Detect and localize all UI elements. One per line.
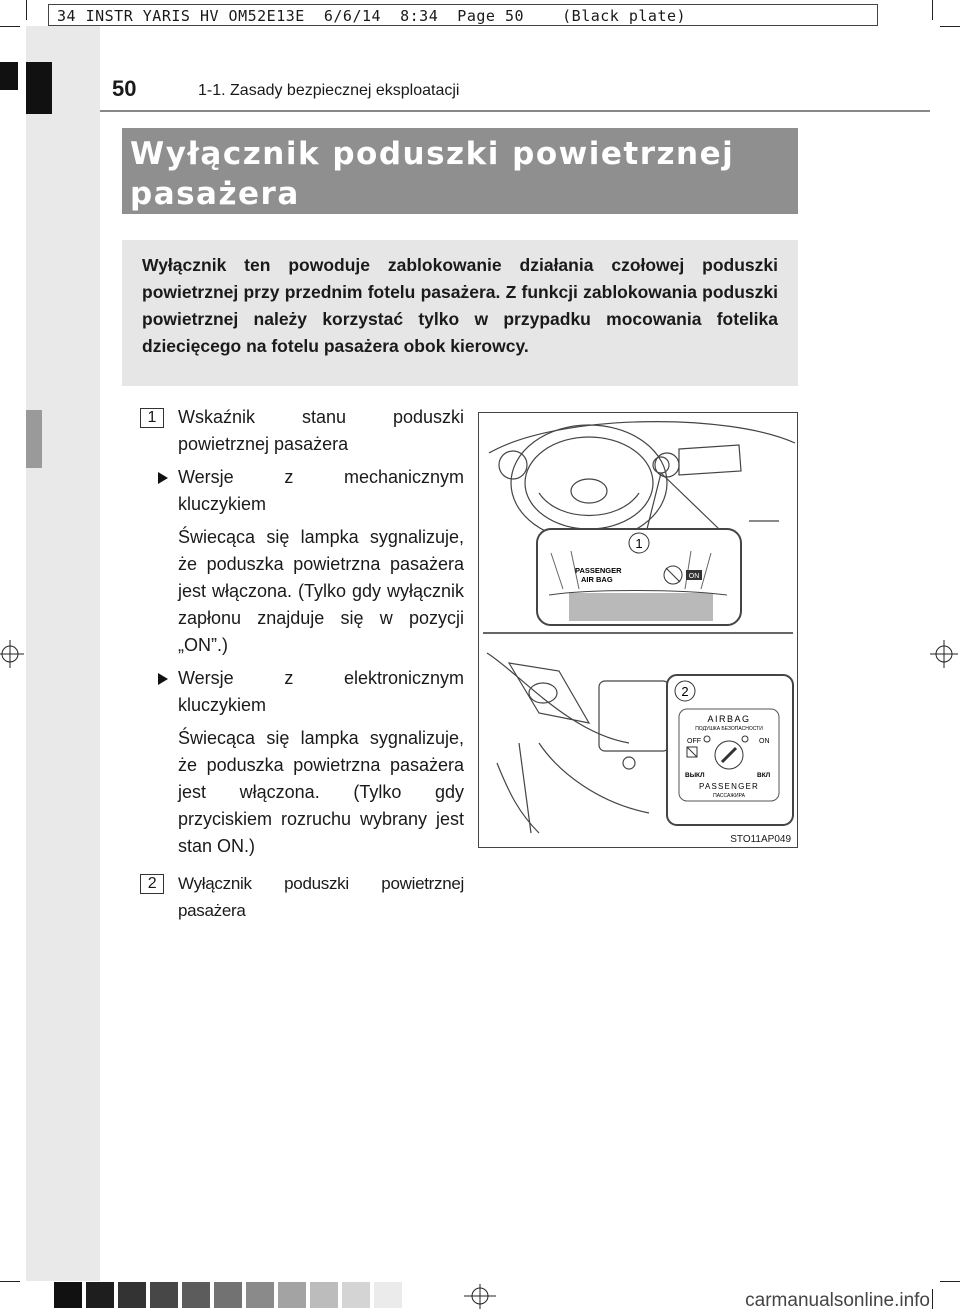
color-swatch [54, 1282, 82, 1308]
switch-airbag-label: AIRBAG [707, 714, 751, 724]
triangle-bullet-icon [158, 673, 168, 685]
figure-code: STO11AP049 [730, 834, 791, 845]
crop-mark [0, 1281, 20, 1282]
crop-mark [932, 1289, 933, 1309]
color-swatch [278, 1282, 306, 1308]
item-label: Wyłącznik poduszki powietrznej pasażera [178, 874, 464, 920]
paragraph-mechanical: Świecąca się lampka sygnalizuje, że poduszka powietrzna pasażera jest włączona. (Tylko gdy wyłącznik zapłonu znajduje się w pozycji „ON”.) [178, 527, 464, 655]
header-rule [100, 110, 930, 112]
item-number-badge: 1 [140, 408, 164, 428]
indicator-label-line-1: PASSENGER [575, 566, 622, 575]
switch-passenger-label: PASSENGER [699, 782, 759, 791]
watermark: carmanualsonline.info [745, 1290, 930, 1311]
crop-mark [26, 0, 27, 20]
registration-mark [0, 638, 28, 670]
title-box [122, 128, 798, 214]
color-swatch [150, 1282, 178, 1308]
color-swatch [214, 1282, 242, 1308]
dashboard-illustration [479, 413, 797, 847]
indicator-on-label: ON [688, 573, 700, 580]
title-line-2: pasażera [130, 176, 300, 212]
section-header: 1-1. Zasady bezpiecznej eksploatacji [198, 82, 460, 99]
print-slug: 34 INSTR YARIS HV OM52E13E 6/6/14 8:34 Page 50 (Black plate) [48, 4, 878, 26]
switch-passenger-ru-label: ПАССАЖИРА [713, 793, 745, 799]
paragraph-electronic: Świecąca się lampka sygnalizuje, że poduszka powietrzna pasażera jest włączona. (Tylko gdy przyciskiem rozruchu wybrany jest stan ON.) [178, 728, 464, 856]
item-number-badge: 2 [140, 874, 164, 894]
color-swatch [310, 1282, 338, 1308]
triangle-bullet-icon [158, 472, 168, 484]
figure-callout-1: 1 [635, 536, 643, 551]
color-swatch [374, 1282, 402, 1308]
color-swatch [182, 1282, 210, 1308]
illustration [478, 412, 798, 848]
crop-mark [940, 1281, 960, 1282]
sub-heading-text: Wersje z elektronicznym kluczykiem [178, 668, 464, 715]
color-swatch [118, 1282, 146, 1308]
switch-on-label: ON [759, 738, 770, 745]
list-item-2 [140, 870, 464, 924]
registration-mark [928, 638, 960, 670]
crop-mark [940, 26, 960, 27]
figure-callout-2: 2 [681, 684, 689, 699]
switch-airbag-ru-label: ПОДУШКА БЕЗОПАСНОСТИ [695, 726, 763, 732]
body-column [140, 404, 464, 924]
intro-box: Wyłącznik ten powoduje zablokowanie działania czołowej poduszki powietrznej przy przednim fotelu pasażera. Z funkcji zablokowania poduszki powietrznej należy korzystać tylko w przypadku mocowania fotelika dziecięcego na fotelu pasażera obok kierowcy. [122, 240, 798, 386]
color-swatch [246, 1282, 274, 1308]
sub-heading-electronic [140, 665, 464, 719]
title-line-1: Wyłącznik poduszki powietrznej [130, 136, 735, 172]
color-swatch [86, 1282, 114, 1308]
item-label: Wskaźnik stanu poduszki powietrznej pasażera [178, 407, 464, 454]
switch-off-label: OFF [687, 738, 701, 745]
chapter-tab [26, 62, 52, 114]
switch-off-ru-label: ВЫКЛ [685, 772, 705, 779]
corner-block [0, 62, 18, 90]
page-number: 50 [112, 76, 137, 101]
color-swatch [342, 1282, 370, 1308]
sub-heading-text: Wersje z mechanicznym kluczykiem [178, 467, 464, 514]
list-item-1 [140, 404, 464, 458]
switch-on-ru-label: ВКЛ [757, 772, 771, 779]
crop-mark [0, 26, 20, 27]
crop-mark [932, 0, 933, 20]
indicator-label-line-2: AIR BAG [581, 575, 613, 584]
sub-heading-mechanical [140, 464, 464, 518]
chapter-tab-indicator [26, 410, 42, 468]
left-margin-band [26, 26, 100, 1281]
registration-mark [462, 1284, 498, 1309]
